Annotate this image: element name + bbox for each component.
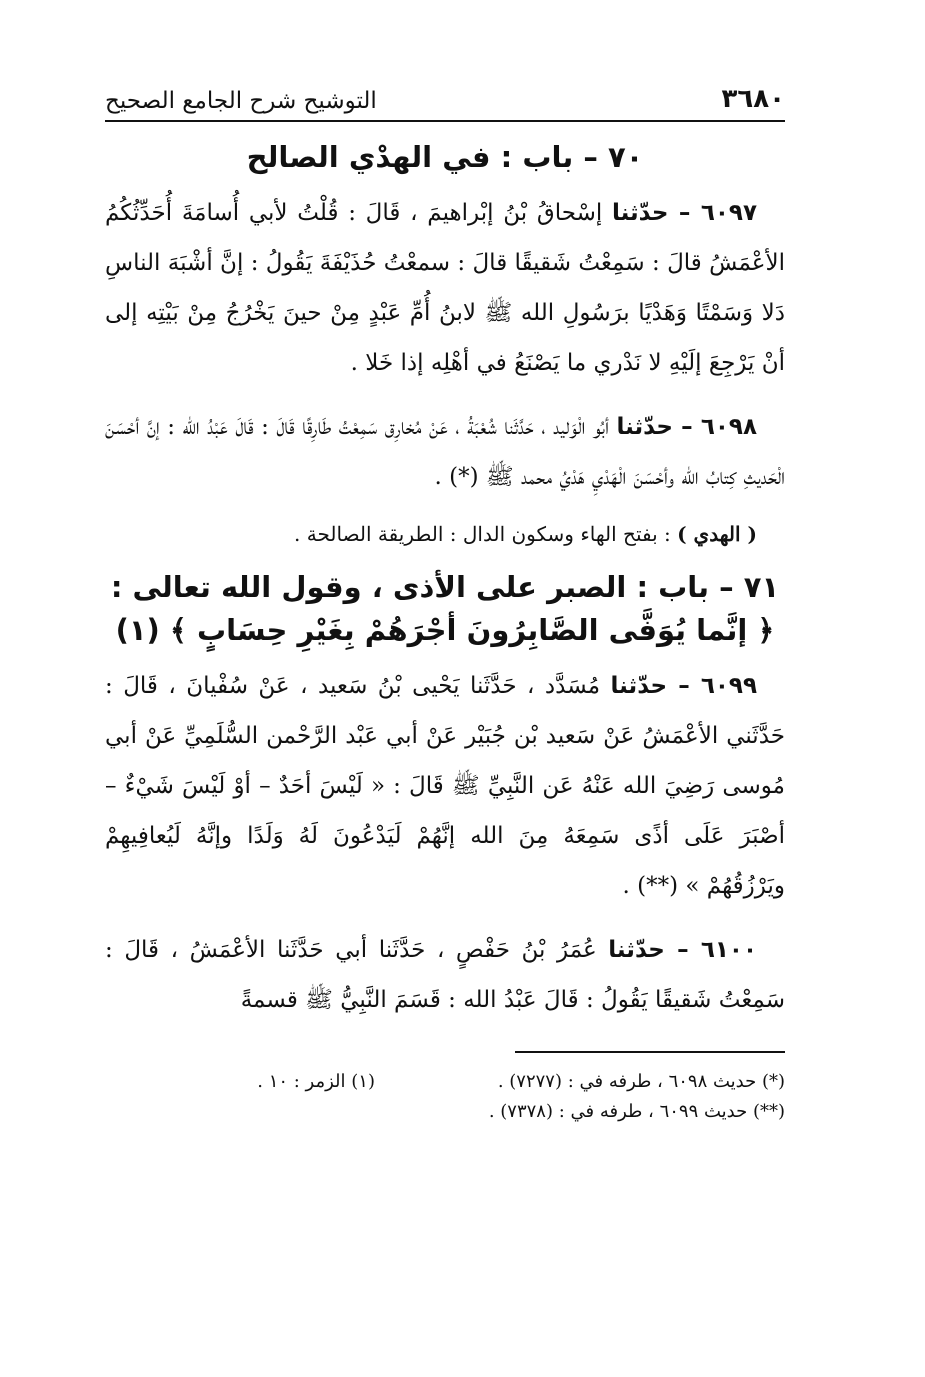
footnote-star: (*) حديث ٦٠٩٨ ، طرفه في : (٧٢٧٧) . [497, 1070, 785, 1092]
gloss-term: ( الهدي ) [677, 521, 757, 546]
chapter-70-heading: ٧٠ – باب : في الهدْي الصالح [246, 140, 644, 174]
hadith-number: ٦٠٩٨ – حدّثنا [616, 413, 757, 440]
hadith-text: أبُو الْوَليد ، حَدَّثَنا شُعْبَةُ ، عَنْ مُخارِق سَمِعْتُ طَارِقًا قَالَ : قَالَ عَبْدُ الله : إنَّ أحْسَنَ الْحَديثِ كِتابُ الله وأحْسَنَ الْهَدْيِ هَدْيُ محمد ﷺ (*) . [105, 413, 785, 490]
book-page [105, 80, 785, 1127]
footnote-row [105, 1067, 785, 1097]
footnote-rule [515, 1051, 785, 1053]
hadith-number: ٦١٠٠ – حدّثنا [608, 936, 757, 963]
footnote-double-star: (**) حديث ٦٠٩٩ ، طرفه في : (٧٣٧٨) . [488, 1100, 785, 1122]
footnotes [105, 1067, 785, 1127]
chapter-71-heading: ٧١ – باب : الصبر على الأذى ، وقول الله تعالى : ﴿ إنَّما يُوَفَّى الصَّابِرُونَ أجْرَهُمْ بِغَيْرِ حِسَابٍ ﴾ (١) [110, 569, 780, 647]
gloss-note [105, 516, 785, 552]
hadith-6100 [105, 925, 785, 1025]
header-rule [105, 120, 785, 122]
hadith-6098 [105, 402, 785, 502]
footnote-1: (١) الزمر : ١٠ . [257, 1070, 375, 1092]
hadith-text: عُمَرُ بْنُ حَفْصٍ ، حَدَّثَنا أبي حَدَّثَنا الأعْمَشُ ، قَالَ : سَمِعْتُ شَقيقًا يَقُولُ : قَالَ عَبْدُ الله : قَسَمَ النَّبِيُّ ﷺ قسمةً [105, 936, 785, 1013]
running-header [105, 80, 785, 114]
book-title: التوشيح شرح الجامع الصحيح [105, 88, 377, 114]
hadith-number: ٦٠٩٧ – حدّثنا [611, 199, 757, 226]
footnote-row [105, 1097, 785, 1127]
gloss-text: : بفتح الهاء وسكون الدال : الطريقة الصالحة . [294, 521, 678, 546]
hadith-number: ٦٠٩٩ – حدّثنا [610, 672, 757, 699]
hadith-6099 [105, 661, 785, 911]
page-number: ٣٦٨٠ [721, 84, 785, 114]
hadith-text: مُسَدَّد ، حَدَّثَنا يَحْيى بْنُ سَعيد ، عَنْ سُفْيانَ ، قَالَ : حَدَّثَني الأعْمَشُ عَنْ سَعيد بْن جُبَيْر عَنْ أبي عَبْد الرَّحْمن السُّلَمِيِّ عَنْ أبي مُوسى رَضِيَ الله عَنْهُ عَن النَّبِيِّ ﷺ قَالَ : « لَيْسَ أحَدٌ – أوْ لَيْسَ شَيْءٌ – أصْبَرَ عَلَى أذًى سَمِعَهُ مِنَ الله إنَّهُمْ لَيَدْعُونَ لَهُ وَلَدًا وإنَّهُ لَيُعافِيهِمْ ويَرْزُقُهُمْ » (**) . [105, 672, 785, 899]
hadith-6097 [105, 188, 785, 388]
hadith-text: إسْحاقُ بْنُ إبْراهيمَ ، قَالَ : قُلْتُ لأبي أُسامَةَ أُحَدِّثُكُمُ الأعْمَشُ قالَ : سَمِعْتُ شَقيقًا قالَ : سمعْتُ حُذَيْفَةَ يَقُولُ : إنَّ أشْبَهَ الناسِ دَلا وَسَمْتًا وَهَدْيًا برَسُولِ الله ﷺ لابنُ أُمِّ عَبْدٍ مِنْ حينَ يَخْرُجُ مِنْ بَيْتِه إلى أنْ يَرْجِعَ إلَيْهِ لا نَدْري ما يَصْنَعُ في أهْلِه إذا خَلا . [105, 199, 785, 376]
